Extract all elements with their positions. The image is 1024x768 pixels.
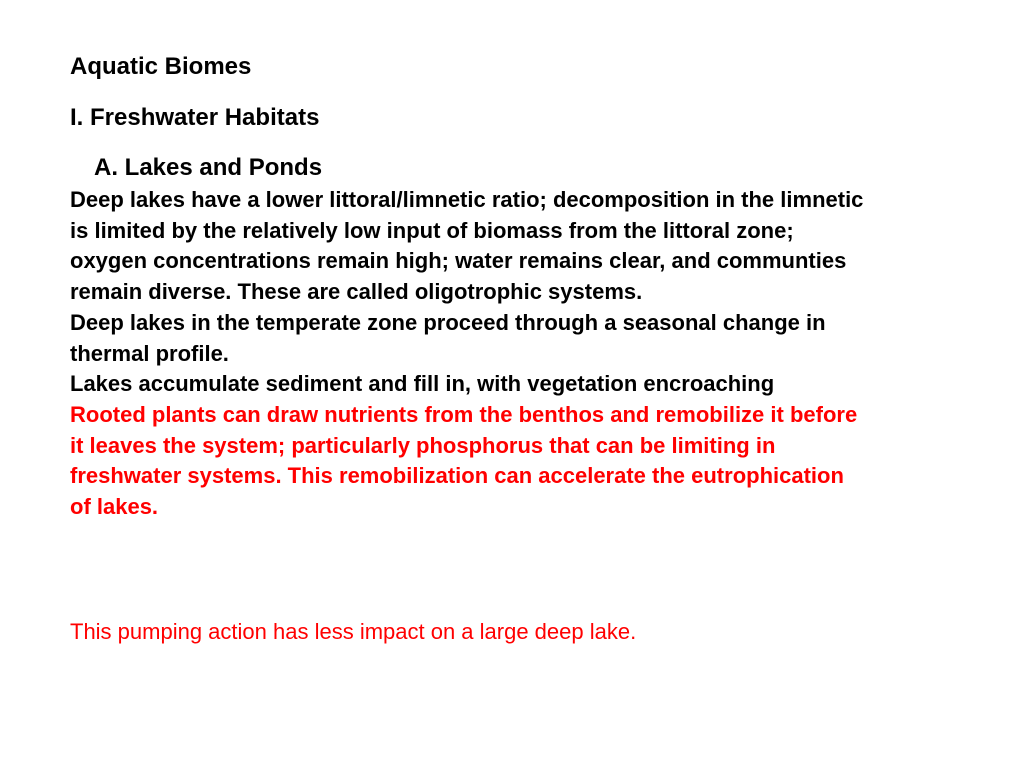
- paragraph-oligotrophic: Deep lakes have a lower littoral/limnetic ratio; decomposition in the limnetic is limited by the relatively low input of biomass from the littoral zone; oxygen concentrations remain high; water remains clear, and communties remain diverse. These are called oligotrophic systems.: [70, 187, 864, 305]
- paragraph-rooted-plants: Rooted plants can draw nutrients from the benthos and remobilize it before it leaves the system; particularly phosphorus that can be limiting in freshwater systems. This remobilization can accelerate the eutrophication of lakes.: [70, 401, 858, 520]
- subsection-heading: A. Lakes and Ponds: [94, 154, 323, 181]
- pumping-note: This pumping action has less impact on a large deep lake.: [70, 619, 637, 644]
- body-text: [70, 185, 870, 523]
- section-heading: I. Freshwater Habitats: [70, 104, 320, 131]
- paragraph-sediment: Lakes accumulate sediment and fill in, with vegetation encroaching: [70, 371, 775, 397]
- slide-title: Aquatic Biomes: [70, 53, 252, 80]
- paragraph-thermal-profile: Deep lakes in the temperate zone proceed through a seasonal change in thermal profile.: [70, 309, 826, 366]
